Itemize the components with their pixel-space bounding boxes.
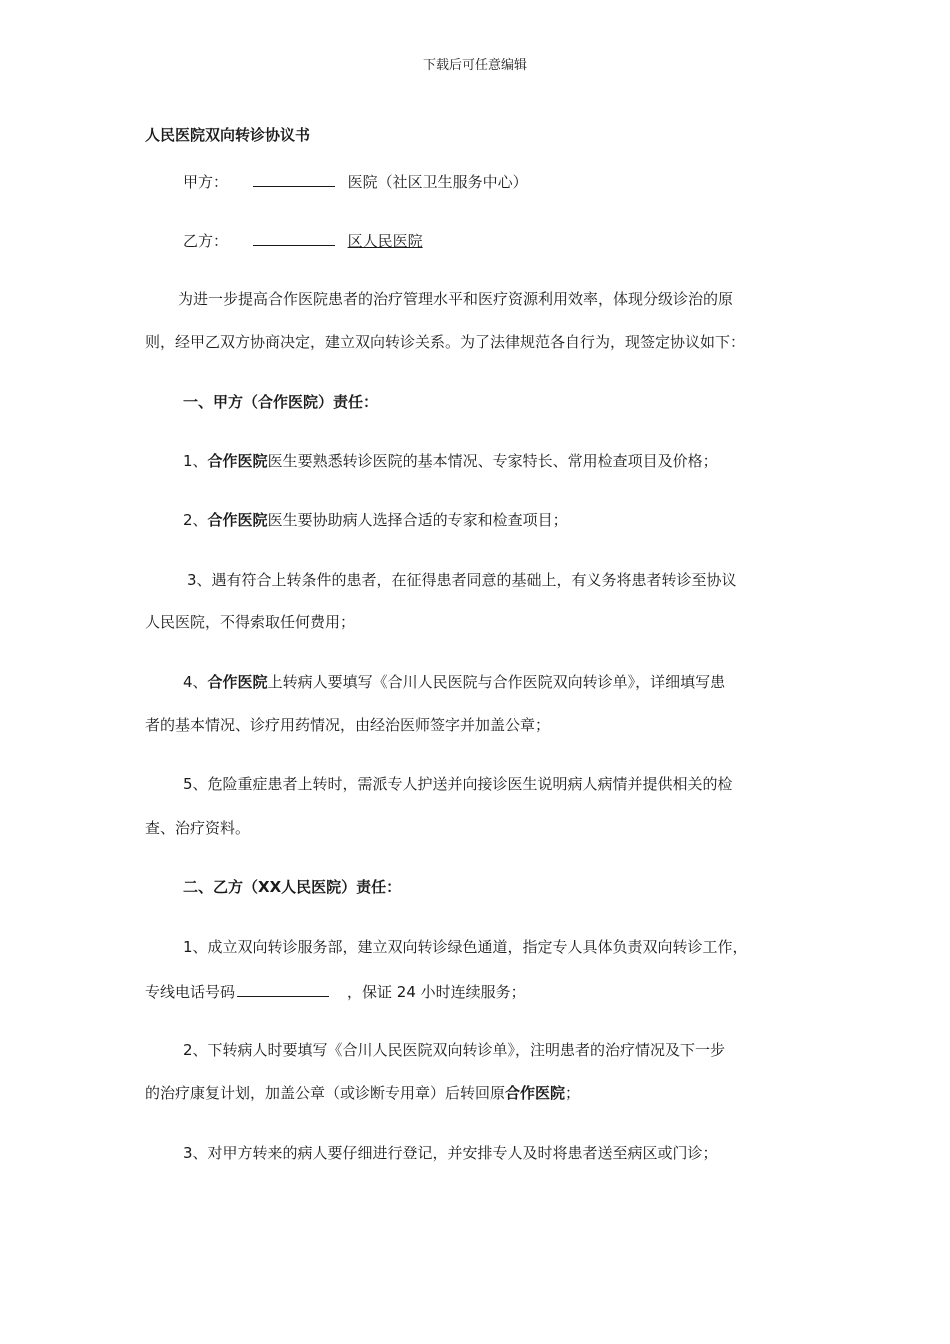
item-text: 上转病人要填写《合川人民医院与合作医院双向转诊单》，详细填写患: [267, 673, 726, 691]
section1-item-3-line-1: 3、遇有符合上转条件的患者，在征得患者同意的基础上，有义务将患者转诊至协议: [187, 571, 737, 589]
section2-item-1-line-2: [145, 980, 526, 1002]
item-bold-text: 合作医院: [207, 511, 268, 529]
section1-item-5-line-2: 查、治疗资料。: [145, 819, 251, 837]
party-a-line: [183, 170, 528, 192]
section1-heading: 一、甲方（合作医院）责任：: [183, 393, 379, 411]
intro-line-2: 则，经甲乙双方协商决定，建立双向转诊关系。为了法律规范各自行为，现签定协议如下：: [145, 333, 746, 351]
party-a-text: 医院（社区卫生服务中心）: [347, 173, 528, 191]
item-text: ，保证 24 小时连续服务；: [347, 983, 526, 1001]
item-bold-text: 合作医院: [207, 673, 268, 691]
item-text: 医生要协助病人选择合适的专家和检查项目；: [267, 511, 568, 529]
party-b-text: 区人民医院: [347, 232, 423, 250]
document-title: 人民医院双向转诊协议书: [145, 126, 311, 144]
section2-heading: 二、乙方（XX人民医院）责任：: [183, 878, 402, 896]
item-bold-text: 合作医院: [207, 452, 268, 470]
section2-item-3: 3、对甲方转来的病人要仔细进行登记，并安排专人及时将患者送至病区或门诊；: [183, 1144, 718, 1162]
item-bold-text: 合作医院: [505, 1084, 566, 1102]
section1-item-2: [183, 510, 568, 530]
section1-item-5-line-1: 5、危险重症患者上转时，需派专人护送并向接诊医生说明病人病情并提供相关的检: [183, 775, 733, 793]
phone-number-blank: [237, 980, 329, 997]
party-b-line: [183, 229, 423, 251]
page-header: 下载后可任意编辑: [422, 58, 527, 73]
item-text: ；: [565, 1084, 581, 1102]
party-a-blank: [253, 170, 335, 187]
item-number: 4、: [183, 673, 208, 691]
section1-item-4-line-2: 者的基本情况、诊疗用药情况，由经治医师签字并加盖公章；: [145, 716, 551, 734]
party-b-label: 乙方：: [183, 232, 229, 250]
item-number: 1、: [183, 452, 208, 470]
section2-item-2-line-2: [145, 1083, 580, 1103]
item-text: 专线电话号码: [145, 983, 236, 1001]
section1-item-3-line-2: 人民医院，不得索取任何费用；: [145, 613, 356, 631]
party-b-blank: [253, 229, 335, 246]
item-number: 2、: [183, 511, 208, 529]
section1-item-4-line-1: [183, 672, 725, 692]
intro-line-1: 为进一步提高合作医院患者的治疗管理水平和医疗资源利用效率，体现分级诊治的原: [178, 290, 734, 308]
party-a-label: 甲方：: [183, 173, 229, 191]
section2-item-2-line-1: 2、下转病人时要填写《合川人民医院双向转诊单》，注明患者的治疗情况及下一步: [183, 1041, 726, 1059]
item-text: 的治疗康复计划，加盖公章（或诊断专用章）后转回原: [145, 1084, 506, 1102]
section1-item-1: [183, 451, 718, 471]
section2-item-1-line-1: 1、成立双向转诊服务部，建立双向转诊绿色通道，指定专人具体负责双向转诊工作，: [183, 938, 748, 956]
item-text: 医生要熟悉转诊医院的基本情况、专家特长、常用检查项目及价格；: [267, 452, 718, 470]
